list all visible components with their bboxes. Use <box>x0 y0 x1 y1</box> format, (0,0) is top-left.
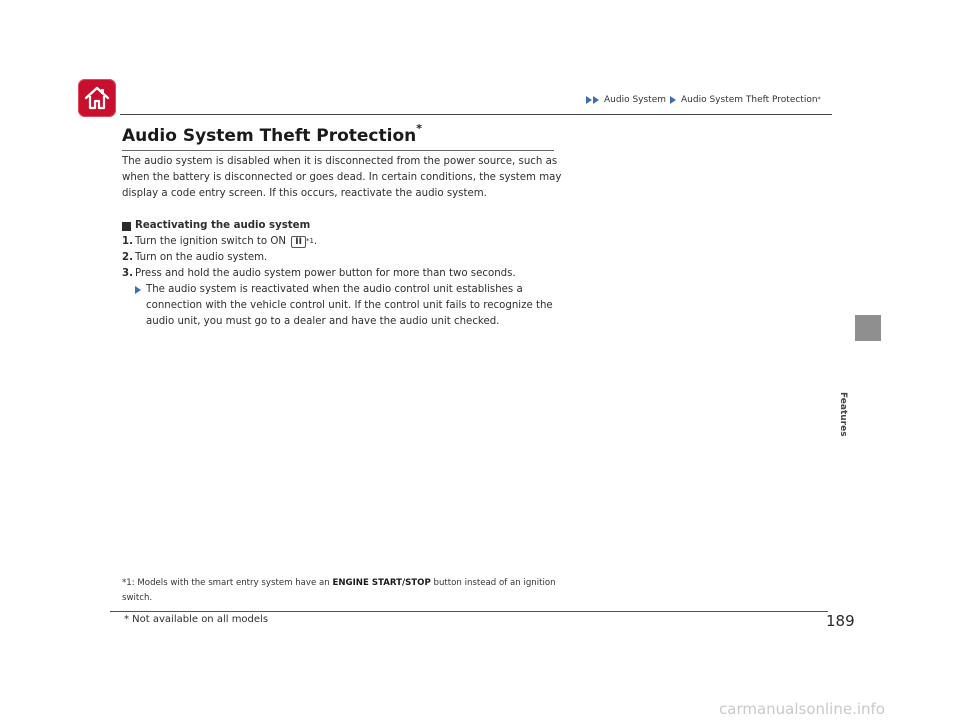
result-text: The audio system is reactivated when the audio control unit establishes a connection with the vehicle control unit. If the control unit fails to recognize the audio unit, you must go to a dealer and have the audio unit checked. <box>146 284 553 327</box>
title-asterisk: * <box>416 122 423 135</box>
step-text-main: Turn the ignition switch to ON <box>135 236 290 247</box>
breadcrumb-asterisk: * <box>817 95 821 103</box>
header-rule <box>120 114 832 115</box>
home-icon <box>83 84 111 112</box>
step-text: Press and hold the audio system power button for more than two seconds. <box>135 268 516 279</box>
breadcrumb-item-audio-system[interactable]: Audio System <box>604 95 667 105</box>
footnote-suffix: button instead of an ignition switch. <box>122 578 556 603</box>
section-heading <box>122 218 562 234</box>
title-rule <box>122 150 554 151</box>
page-title <box>122 122 423 146</box>
footnote-bold: ENGINE START/STOP <box>332 578 431 588</box>
section-tab-label: Features <box>838 392 848 437</box>
step-item <box>122 234 562 250</box>
ignition-position-key: II <box>291 236 306 248</box>
footnote-prefix: *1: Models with the smart entry system have an <box>122 578 333 588</box>
not-available-note: * Not available on all models <box>124 614 269 625</box>
content-body <box>122 154 562 330</box>
footnote <box>122 576 562 606</box>
section-tab[interactable] <box>855 315 881 341</box>
breadcrumb-arrow-icon <box>670 96 676 104</box>
page-title-text: Audio System Theft Protection <box>122 126 417 146</box>
home-button[interactable] <box>78 79 116 117</box>
step-text <box>135 234 317 250</box>
step-number: 1. <box>122 236 133 247</box>
breadcrumb-arrow-icon <box>586 96 592 104</box>
result-arrow-icon <box>135 286 141 294</box>
section-bullet-icon <box>122 222 131 231</box>
step-item <box>122 266 562 282</box>
footer-rule <box>110 611 828 612</box>
step-item <box>122 250 562 266</box>
breadcrumb <box>586 95 821 105</box>
step-result <box>122 282 562 330</box>
intro-paragraph: The audio system is disabled when it is disconnected from the power source, such as when the battery is disconnected or goes dead. In certain conditions, the system may display a code entry screen. If this occurs, reactivate the audio system. <box>122 156 562 199</box>
section-heading-text: Reactivating the audio system <box>135 220 311 231</box>
page-number: 189 <box>826 612 855 630</box>
breadcrumb-arrow-icon <box>593 96 599 104</box>
breadcrumb-item-theft-protection[interactable]: Audio System Theft Protection <box>681 95 818 105</box>
watermark: carmanualsonline.info <box>719 700 885 718</box>
step-text: Turn on the audio system. <box>135 252 268 263</box>
step-text-end: . <box>313 236 318 247</box>
footnote-ref[interactable]: *1 <box>305 237 314 245</box>
step-number: 3. <box>122 268 133 279</box>
step-number: 2. <box>122 252 133 263</box>
